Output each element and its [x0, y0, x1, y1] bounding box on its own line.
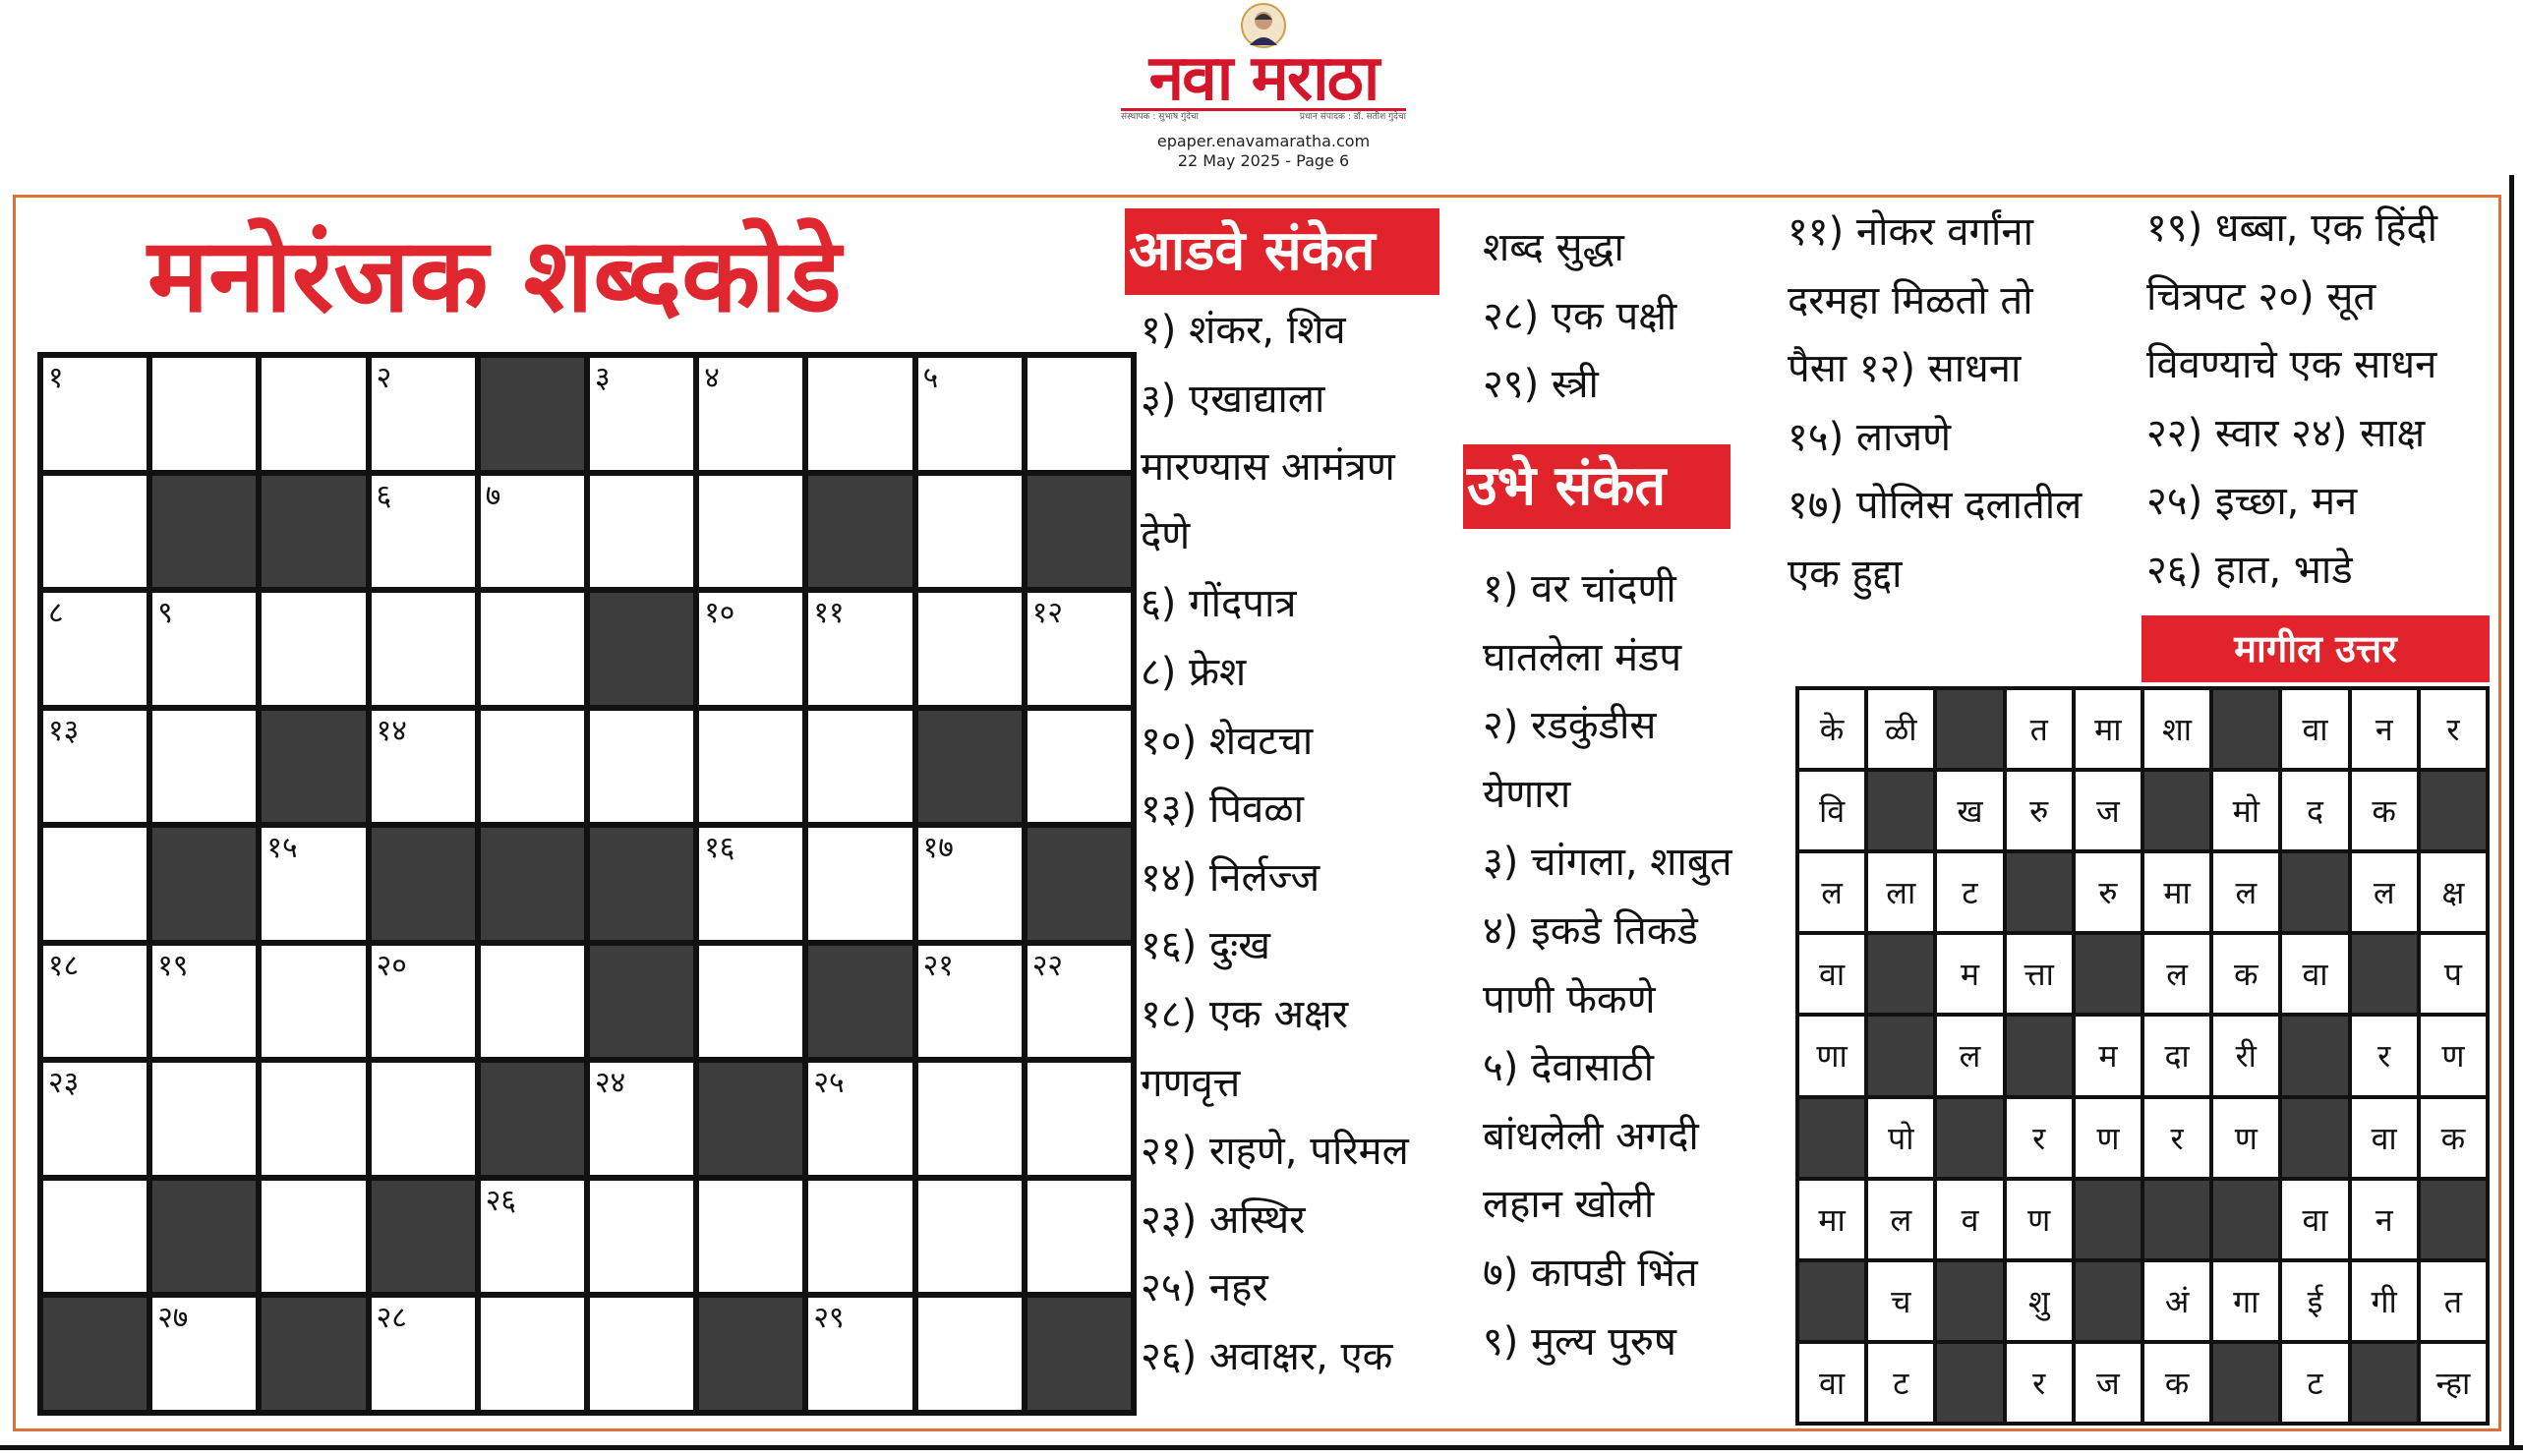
- crossword-black-cell: [43, 1298, 147, 1410]
- answer-black-cell: [1868, 1017, 1933, 1094]
- crossword-cell[interactable]: [43, 1181, 147, 1293]
- clue-line: १०) शेवटचा: [1141, 718, 1314, 764]
- answer-cell: त्ता: [2007, 935, 2072, 1013]
- answer-cell: ल: [2144, 935, 2209, 1013]
- cell-number: २३: [48, 1066, 80, 1101]
- clue-line: पैसा १२) साधना: [1788, 346, 2022, 392]
- crossword-cell[interactable]: [1027, 1063, 1131, 1175]
- crossword-cell[interactable]: [481, 593, 584, 705]
- crossword-black-cell: [808, 476, 911, 588]
- crossword-black-cell: [590, 946, 693, 1058]
- answer-cell: शु: [2007, 1262, 2072, 1340]
- answer-black-cell: [2213, 690, 2278, 768]
- clue-line: दरमहा मिळतो तो: [1788, 277, 2033, 323]
- crossword-cell[interactable]: [262, 946, 365, 1058]
- answer-cell: ट: [1937, 853, 2002, 931]
- crossword-black-cell: [699, 1298, 802, 1410]
- answer-cell: द: [2282, 772, 2347, 849]
- clue-line: लहान खोली: [1483, 1182, 1655, 1228]
- previous-answer-grid: [1795, 686, 2490, 1426]
- clue-line: २६) हात, भाडे: [2146, 547, 2353, 593]
- crossword-black-cell: [918, 711, 1022, 823]
- answer-cell: न्हा: [2421, 1344, 2486, 1422]
- edition-date: 22 May 2025 - Page 6: [1177, 151, 1350, 170]
- answer-cell: ट: [1868, 1344, 1933, 1422]
- crossword-cell[interactable]: [481, 711, 584, 823]
- answer-cell: प: [2421, 935, 2486, 1013]
- crossword-cell[interactable]: [699, 1181, 802, 1293]
- cell-number: ९: [157, 596, 173, 631]
- answer-cell: ज: [2076, 1344, 2141, 1422]
- clue-line: मारण्यास आमंत्रण: [1141, 444, 1395, 491]
- clue-line: गणवृत्त: [1141, 1060, 1241, 1106]
- crossword-black-cell: [262, 711, 365, 823]
- down-clues-list-3: [2146, 195, 2500, 606]
- answer-black-cell: [2421, 772, 2486, 849]
- cell-number: ३: [594, 361, 611, 395]
- clue-line: ३) चांगला, शाबुत: [1483, 840, 1732, 886]
- answer-cell: ण: [2213, 1099, 2278, 1177]
- epaper-url[interactable]: epaper.enavamaratha.com: [1156, 132, 1371, 150]
- answer-cell: मो: [2213, 772, 2278, 849]
- cell-number: १२: [1031, 596, 1063, 631]
- cell-number: ८: [48, 596, 64, 631]
- crossword-cell[interactable]: [699, 828, 802, 940]
- clue-line: येणारा: [1483, 771, 1571, 817]
- cell-number: २५: [813, 1066, 845, 1101]
- crossword-cell[interactable]: [808, 711, 911, 823]
- masthead: [1101, 0, 1426, 177]
- answer-cell: ट: [2282, 1344, 2347, 1422]
- answer-cell: दा: [2144, 1017, 2209, 1094]
- cell-number: २८: [376, 1301, 407, 1336]
- answer-cell: र: [2007, 1099, 2072, 1177]
- answer-cell: ज: [2076, 772, 2141, 849]
- crossword-cell[interactable]: [1027, 946, 1131, 1058]
- answer-black-cell: [2144, 772, 2209, 849]
- cell-number: २: [376, 361, 392, 395]
- clue-line: १) वर चांदणी: [1483, 566, 1676, 612]
- crossword-cell[interactable]: [808, 358, 911, 470]
- crossword-cell[interactable]: [918, 593, 1022, 705]
- crossword-cell[interactable]: [43, 476, 147, 588]
- crossword-black-cell: [481, 828, 584, 940]
- crossword-black-cell: [590, 828, 693, 940]
- answer-black-cell: [1868, 772, 1933, 849]
- crossword-cell[interactable]: [152, 593, 256, 705]
- crossword-cell[interactable]: [699, 711, 802, 823]
- answer-cell: क्ष: [2421, 853, 2486, 931]
- cell-number: ११: [813, 596, 845, 631]
- cell-number: ६: [376, 478, 392, 513]
- logo-tagline: [1121, 108, 1406, 125]
- clue-line: शब्द सुद्धा: [1483, 225, 1624, 270]
- cell-number: १: [48, 361, 64, 395]
- down-clues-list-2: [1788, 199, 2142, 610]
- cell-number: १९: [157, 948, 189, 983]
- cell-number: २४: [594, 1066, 626, 1101]
- crossword-cell[interactable]: [152, 1063, 256, 1175]
- answer-black-cell: [2007, 853, 2072, 931]
- crossword-cell[interactable]: [372, 593, 475, 705]
- answer-cell: च: [1868, 1262, 1933, 1340]
- cell-number: ७: [485, 478, 501, 513]
- clue-line: ४) इकडे तिकडे: [1483, 907, 1698, 954]
- answer-black-cell: [2213, 1344, 2278, 1422]
- answer-cell: ण: [2007, 1181, 2072, 1258]
- newspaper-logo: नवा मराठा: [1148, 41, 1379, 115]
- right-rule: [2509, 175, 2514, 1448]
- crossword-cell[interactable]: [590, 1298, 693, 1410]
- answer-cell: ळी: [1868, 690, 1933, 768]
- crossword-cell[interactable]: [699, 946, 802, 1058]
- crossword-cell[interactable]: [918, 358, 1022, 470]
- answer-cell: वि: [1799, 772, 1864, 849]
- crossword-cell[interactable]: [1027, 1181, 1131, 1293]
- answer-cell: वा: [1799, 1344, 1864, 1422]
- page-title: मनोरंजक शब्दकोडे: [147, 215, 842, 335]
- cell-number: ५: [922, 361, 939, 395]
- clue-line: १६) दुःख: [1141, 923, 1270, 969]
- clue-line: ५) देवासाठी: [1483, 1045, 1654, 1091]
- answer-cell: मा: [2144, 853, 2209, 931]
- answer-cell: ल: [2213, 853, 2278, 931]
- clue-line: २६) अवाक्षर, एक: [1141, 1333, 1393, 1379]
- clue-line: १८) एक अक्षर: [1141, 991, 1349, 1037]
- answer-cell: ण: [2076, 1099, 2141, 1177]
- previous-answer-heading: मागील उत्तर: [2142, 615, 2490, 682]
- clue-line: ३) एखाद्याला: [1141, 376, 1325, 422]
- crossword-black-cell: [262, 1298, 365, 1410]
- answer-black-cell: [2144, 1181, 2209, 1258]
- crossword-cell[interactable]: [43, 711, 147, 823]
- answer-cell: री: [2213, 1017, 2278, 1094]
- crossword-black-cell: [262, 476, 365, 588]
- clue-line: ६) गोंदपात्र: [1141, 581, 1297, 627]
- answer-cell: ला: [1868, 853, 1933, 931]
- crossword-cell[interactable]: [808, 1298, 911, 1410]
- answer-cell: रु: [2076, 853, 2141, 931]
- crossword-cell[interactable]: [808, 828, 911, 940]
- down-clues-list: [1483, 555, 1748, 1376]
- crossword-cell[interactable]: [699, 593, 802, 705]
- crossword-black-cell: [152, 1181, 256, 1293]
- crossword-cell[interactable]: [152, 711, 256, 823]
- crossword-black-cell: [1027, 476, 1131, 588]
- across-clues-list: [1141, 297, 1475, 1392]
- answer-black-cell: [1799, 1099, 1864, 1177]
- answer-cell: न: [2352, 1181, 2417, 1258]
- answer-cell: वा: [1799, 935, 1864, 1013]
- answer-cell: ल: [1937, 1017, 2002, 1094]
- clue-line: १७) पोलिस दलातील: [1788, 483, 2083, 529]
- answer-cell: वा: [2282, 1181, 2347, 1258]
- crossword-cell[interactable]: [43, 593, 147, 705]
- answer-cell: मा: [1799, 1181, 1864, 1258]
- cell-number: ४: [704, 361, 720, 395]
- clue-line: बांधलेली अगदी: [1483, 1113, 1699, 1159]
- across-clues-continued: [1483, 214, 1748, 420]
- clue-line: ७) कापडी भिंत: [1483, 1250, 1698, 1296]
- crossword-cell[interactable]: [590, 1181, 693, 1293]
- clue-line: २३) अस्थिर: [1141, 1196, 1306, 1243]
- clue-line: देणे: [1141, 512, 1191, 558]
- clue-line: ८) फ्रेश: [1141, 649, 1247, 695]
- across-clues-heading: आडवे संकेत: [1125, 208, 1439, 295]
- crossword-cell[interactable]: [918, 476, 1022, 588]
- answer-cell: म: [1937, 935, 2002, 1013]
- answer-cell: क: [2144, 1344, 2209, 1422]
- clue-line: १५) लाजणे: [1788, 414, 1952, 460]
- clue-line: २५) इच्छा, मन: [2146, 479, 2358, 525]
- answer-cell: ल: [2352, 853, 2417, 931]
- answer-black-cell: [1799, 1262, 1864, 1340]
- bottom-rule: [0, 1445, 2523, 1450]
- answer-cell: ल: [1799, 853, 1864, 931]
- answer-cell: र: [2007, 1344, 2072, 1422]
- crossword-cell[interactable]: [699, 476, 802, 588]
- answer-black-cell: [1937, 1344, 2002, 1422]
- cell-number: १८: [48, 948, 80, 983]
- crossword-cell[interactable]: [372, 1298, 475, 1410]
- cell-number: २१: [922, 948, 954, 983]
- crossword-cell[interactable]: [152, 946, 256, 1058]
- crossword-black-cell: [1027, 1298, 1131, 1410]
- clue-line: २१) राहणे, परिमल: [1141, 1129, 1409, 1175]
- cell-number: २९: [813, 1301, 845, 1336]
- crossword-black-cell: [481, 1063, 584, 1175]
- crossword-black-cell: [481, 358, 584, 470]
- answer-black-cell: [1937, 1262, 2002, 1340]
- answer-black-cell: [2282, 853, 2347, 931]
- crossword-cell[interactable]: [152, 1298, 256, 1410]
- clue-line: १) शंकर, शिव: [1141, 308, 1346, 353]
- crossword-cell[interactable]: [918, 828, 1022, 940]
- crossword-black-cell: [152, 476, 256, 588]
- clue-line: २) रडकुंडीस: [1483, 703, 1657, 749]
- clue-line: १४) निर्लज्ज: [1141, 854, 1320, 901]
- crossword-cell[interactable]: [372, 476, 475, 588]
- crossword-cell[interactable]: [699, 358, 802, 470]
- clue-line: १३) पिवळा: [1141, 786, 1305, 833]
- clue-line: २८) एक पक्षी: [1483, 293, 1677, 339]
- crossword-cell[interactable]: [1027, 593, 1131, 705]
- answer-cell: ख: [1937, 772, 2002, 849]
- clue-line: ९) मुल्य पुरुष: [1483, 1318, 1676, 1365]
- answer-black-cell: [1868, 935, 1933, 1013]
- crossword-black-cell: [372, 1181, 475, 1293]
- answer-black-cell: [1937, 1099, 2002, 1177]
- cell-number: २०: [376, 948, 407, 983]
- answer-black-cell: [2076, 1262, 2141, 1340]
- crossword-cell[interactable]: [43, 1063, 147, 1175]
- clue-line: पाणी फेकणे: [1483, 976, 1656, 1022]
- crossword-black-cell: [152, 828, 256, 940]
- answer-cell: क: [2213, 935, 2278, 1013]
- answer-cell: के: [1799, 690, 1864, 768]
- cell-number: १०: [704, 596, 735, 631]
- crossword-cell[interactable]: [808, 593, 911, 705]
- crossword-cell[interactable]: [1027, 711, 1131, 823]
- tagline-right: प्रधान संपादक : डॉ. सतीश गुंदेचा: [1299, 112, 1406, 122]
- answer-black-cell: [2213, 1181, 2278, 1258]
- clue-line: चित्रपट २०) सूत: [2146, 273, 2376, 320]
- crossword-cell[interactable]: [918, 946, 1022, 1058]
- crossword-cell[interactable]: [262, 1181, 365, 1293]
- crossword-cell[interactable]: [43, 946, 147, 1058]
- crossword-cell[interactable]: [262, 1063, 365, 1175]
- cell-number: १५: [266, 831, 298, 866]
- crossword-black-cell: [808, 946, 911, 1058]
- crossword-cell[interactable]: [262, 828, 365, 940]
- answer-cell: व: [1937, 1181, 2002, 1258]
- answer-cell: ल: [1868, 1181, 1933, 1258]
- crossword-cell[interactable]: [481, 1298, 584, 1410]
- crossword-cell[interactable]: [590, 358, 693, 470]
- crossword-cell[interactable]: [808, 1063, 911, 1175]
- answer-cell: ई: [2282, 1262, 2347, 1340]
- answer-cell: पो: [1868, 1099, 1933, 1177]
- crossword-cell[interactable]: [590, 476, 693, 588]
- answer-cell: र: [2421, 690, 2486, 768]
- clue-line: विवण्याचे एक साधन: [2146, 342, 2437, 388]
- answer-cell: वा: [2282, 935, 2347, 1013]
- crossword-cell[interactable]: [481, 476, 584, 588]
- down-clues-heading: उभे संकेत: [1463, 444, 1731, 529]
- answer-cell: शा: [2144, 690, 2209, 768]
- crossword-cell[interactable]: [43, 358, 147, 470]
- crossword-cell[interactable]: [590, 711, 693, 823]
- answer-cell: गी: [2352, 1262, 2417, 1340]
- crossword-cell[interactable]: [808, 1181, 911, 1293]
- answer-cell: रु: [2007, 772, 2072, 849]
- answer-cell: णा: [1799, 1017, 1864, 1094]
- answer-black-cell: [2352, 935, 2417, 1013]
- answer-black-cell: [2076, 935, 2141, 1013]
- answer-black-cell: [2007, 1017, 2072, 1094]
- answer-cell: क: [2421, 1099, 2486, 1177]
- crossword-cell[interactable]: [372, 358, 475, 470]
- answer-cell: मा: [2076, 690, 2141, 768]
- answer-black-cell: [2282, 1017, 2347, 1094]
- crossword-black-cell: [699, 1063, 802, 1175]
- answer-cell: अं: [2144, 1262, 2209, 1340]
- crossword-cell[interactable]: [481, 946, 584, 1058]
- cell-number: १३: [48, 713, 80, 748]
- answer-cell: ण: [2421, 1017, 2486, 1094]
- crossword-cell[interactable]: [918, 1181, 1022, 1293]
- answer-cell: क: [2352, 772, 2417, 849]
- answer-black-cell: [2352, 1344, 2417, 1422]
- clue-line: एक हुद्दा: [1788, 551, 1903, 597]
- crossword-black-cell: [372, 828, 475, 940]
- answer-cell: म: [2076, 1017, 2141, 1094]
- crossword-cell[interactable]: [43, 828, 147, 940]
- crossword-cell[interactable]: [262, 593, 365, 705]
- answer-black-cell: [1937, 690, 2002, 768]
- cell-number: १७: [922, 831, 954, 866]
- crossword-cell[interactable]: [372, 1063, 475, 1175]
- crossword-cell[interactable]: [1027, 358, 1131, 470]
- answer-cell: त: [2007, 690, 2072, 768]
- cell-number: २२: [1031, 948, 1063, 983]
- answer-black-cell: [2421, 1181, 2486, 1258]
- crossword-cell[interactable]: [590, 1063, 693, 1175]
- crossword-cell[interactable]: [372, 711, 475, 823]
- answer-cell: र: [2144, 1099, 2209, 1177]
- clue-line: ११) नोकर वर्गांना: [1788, 209, 2033, 255]
- answer-black-cell: [2076, 1181, 2141, 1258]
- answer-cell: गा: [2213, 1262, 2278, 1340]
- crossword-cell[interactable]: [372, 946, 475, 1058]
- answer-cell: त: [2421, 1262, 2486, 1340]
- answer-cell: र: [2352, 1017, 2417, 1094]
- cell-number: १६: [704, 831, 735, 866]
- answer-cell: वा: [2352, 1099, 2417, 1177]
- crossword-cell[interactable]: [918, 1063, 1022, 1175]
- cell-number: २७: [157, 1301, 189, 1336]
- crossword-cell[interactable]: [481, 1181, 584, 1293]
- answer-cell: वा: [2282, 690, 2347, 768]
- crossword-black-cell: [590, 593, 693, 705]
- clue-line: २९) स्त्री: [1483, 362, 1599, 408]
- crossword-cell[interactable]: [152, 358, 256, 470]
- clue-line: घातलेला मंडप: [1483, 634, 1682, 680]
- cell-number: १४: [376, 713, 407, 748]
- tagline-left: संस्थापक : सुभाष गुंदेचा: [1121, 112, 1199, 122]
- clue-line: १९) धब्बा, एक हिंदी: [2146, 205, 2437, 251]
- answer-cell: न: [2352, 690, 2417, 768]
- crossword-cell[interactable]: [918, 1298, 1022, 1410]
- crossword-cell[interactable]: [262, 358, 365, 470]
- crossword-grid: [37, 352, 1137, 1416]
- crossword-black-cell: [1027, 828, 1131, 940]
- clue-line: २५) नहर: [1141, 1265, 1268, 1311]
- answer-black-cell: [2282, 1099, 2347, 1177]
- clue-line: २२) स्वार २४) साक्ष: [2146, 410, 2426, 456]
- cell-number: २६: [485, 1183, 516, 1218]
